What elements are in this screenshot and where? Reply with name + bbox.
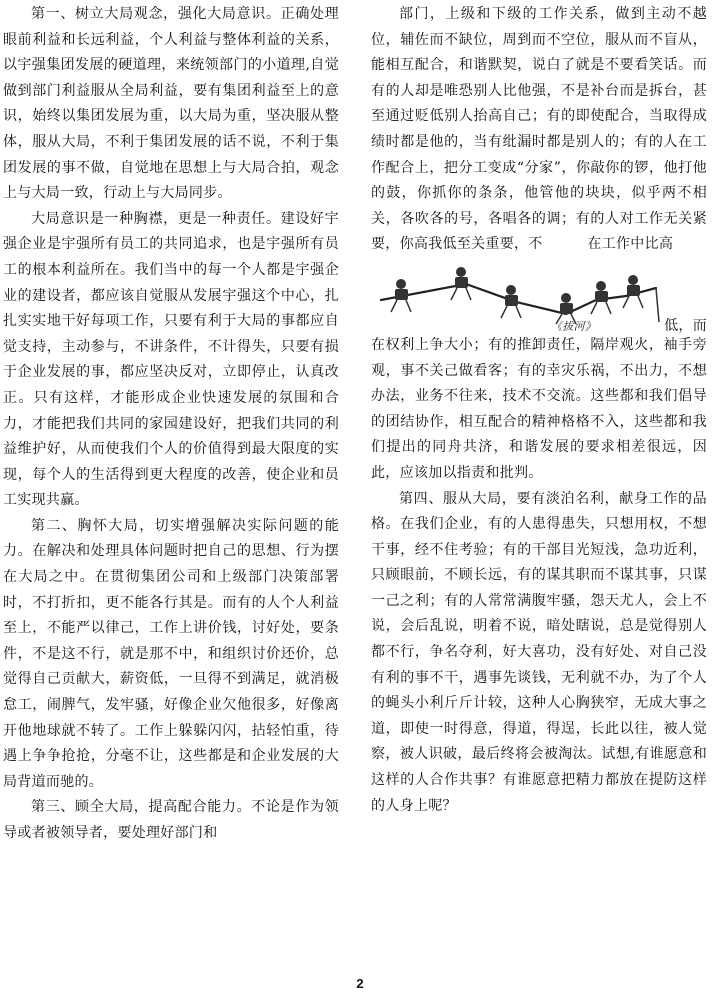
paragraph: 第二、胸怀大局，切实增强解决实际问题的能力。在解决和处理具体问题时把自己的思想、行为摆在大局之中。在贯彻集团公司和上级部门决策部署时，不打折扣，更不能各行其是。而有的人个人利益至上，不能严以律己，工作上讲价钱，讨好处，要条件，不是这不行，就是那不中，和组织讨价还价，总觉得自己贡献大，薪资低，一旦得不到满足，就消极怠工，闹脾气，发牢骚，好像企业欠他很多，好像离开他地球就不转了。工作上躲躲闪闪，拈轻怕重，待遇上争争抢抢，分毫不让，这些都是和企业发展的大局背道而驰的。 bbox=[3, 517, 339, 790]
figure-row bbox=[371, 258, 707, 333]
left-column bbox=[3, 2, 339, 847]
right-column bbox=[371, 2, 707, 819]
tug-of-war-illustration bbox=[371, 262, 671, 332]
tug-of-war-drawing bbox=[371, 262, 671, 332]
page-number: 2 bbox=[356, 976, 364, 991]
paragraph-text: 在工作中比高 bbox=[587, 236, 674, 253]
paragraph bbox=[371, 2, 707, 258]
paragraph: 大局意识是一种胸襟，更是一种责任。建设好宇强企业是宇强所有员工的共同追求，也是宇强所有员工的根本利益所在。我们当中的每一个人都是宇强企业的建设者，都应该自觉服从发展宇强这个中心，扎扎实实地干好每项工作，只要有利于大局的事都应自觉支持，主动参与，不讲条件，不计得失，只要有损于企业发展的事，都应坚决反对，立即停止，认真改正。只有这样，才能形成企业快速发展的氛围和合力，才能把我们共同的家园建设好，把我们共同的利益维护好，从而使我们个人的价值得到最大限度的实现，每个人的生活得到更大程度的改善，使企业和员工实现共赢。 bbox=[3, 210, 339, 509]
paragraph: 第三、顾全大局，提高配合能力。不论是作为领导或者被领导者，要处理好部门和 bbox=[3, 799, 339, 841]
paragraph-text: 部门，上级和下级的工作关系，做到主动不越位，辅佐而不缺位，周到而不空位，服从而不盲从，能相互配合，和谐默契，说白了就是不要看笑话。而有的人却是唯恐别人比他强，不是补台而是拆台，甚至通过贬低别人抬高自己；有的即使配合，当取得成绩时都是他的，当有纰漏时都是别人的；有的人在工作配合上，把分工变成“分家”，你敲你的锣，他打他的鼓，你抓你的条条，他管他的块块，似乎两不相关，各吹各的号，各唱各的调；有的人对工作无关紧要，你高我低至关重要，不 bbox=[371, 6, 707, 253]
paragraph-text: 低，而 bbox=[664, 317, 707, 334]
figure-caption: 《拔河》 bbox=[551, 319, 597, 333]
paragraph: 在权利上争大小；有的推卸责任，隔岸观火，袖手旁观，事不关己做看客；有的幸灾乐祸，不出力，不想办法，业务不往来，技术不交流。这些都和我们倡导的团结协作，相互配合的精神格格不入，这些都和我们提出的同舟共济，和谐发展的要求相差很远，因此，应该加以指责和批判。 bbox=[371, 336, 707, 481]
paragraph: 第一、树立大局观念，强化大局意识。正确处理眼前利益和长远利益，个人利益与整体利益的关系，以宇强集团发展的硬道理，来统领部门的小道理,自觉做到部门利益服从全局利益，要有集团利益至上的意识，始终以集团发展为重，以大局为重，坚决服从整体，服从大局，不利于集团发展的话不说，不利于集团发展的事不做，自觉地在思想上与大局合拍，观念上与大局一致，行动上与大局同步。 bbox=[3, 6, 339, 202]
paragraph: 第四、服从大局，要有淡泊名利，献身工作的品格。在我们企业，有的人患得患失，只想用权，不想干事，经不住考验；有的干部目光短浅，急功近利，只顾眼前，不顾长远，有的谋其职而不谋其事，只谋一己之利；有的人常常满腹牢骚，怨天尤人，会上不说，会后乱说，明着不说，暗处瞎说，总是觉得别人都不行，争名夺利，好大喜功，没有好处、对自己没有利的事不干，遇事先谈钱，无利就不办，为了个人的蝇头小利斤斤计较，这种人心胸狭窄，无成大事之道，即使一时得意，得道，得逞，长此以往，被人觉察，被人识破，最后终将会被淘汰。试想,有谁愿意和这样的人合作共事？有谁愿意把精力都放在提防这样的人身上呢？ bbox=[371, 490, 707, 814]
